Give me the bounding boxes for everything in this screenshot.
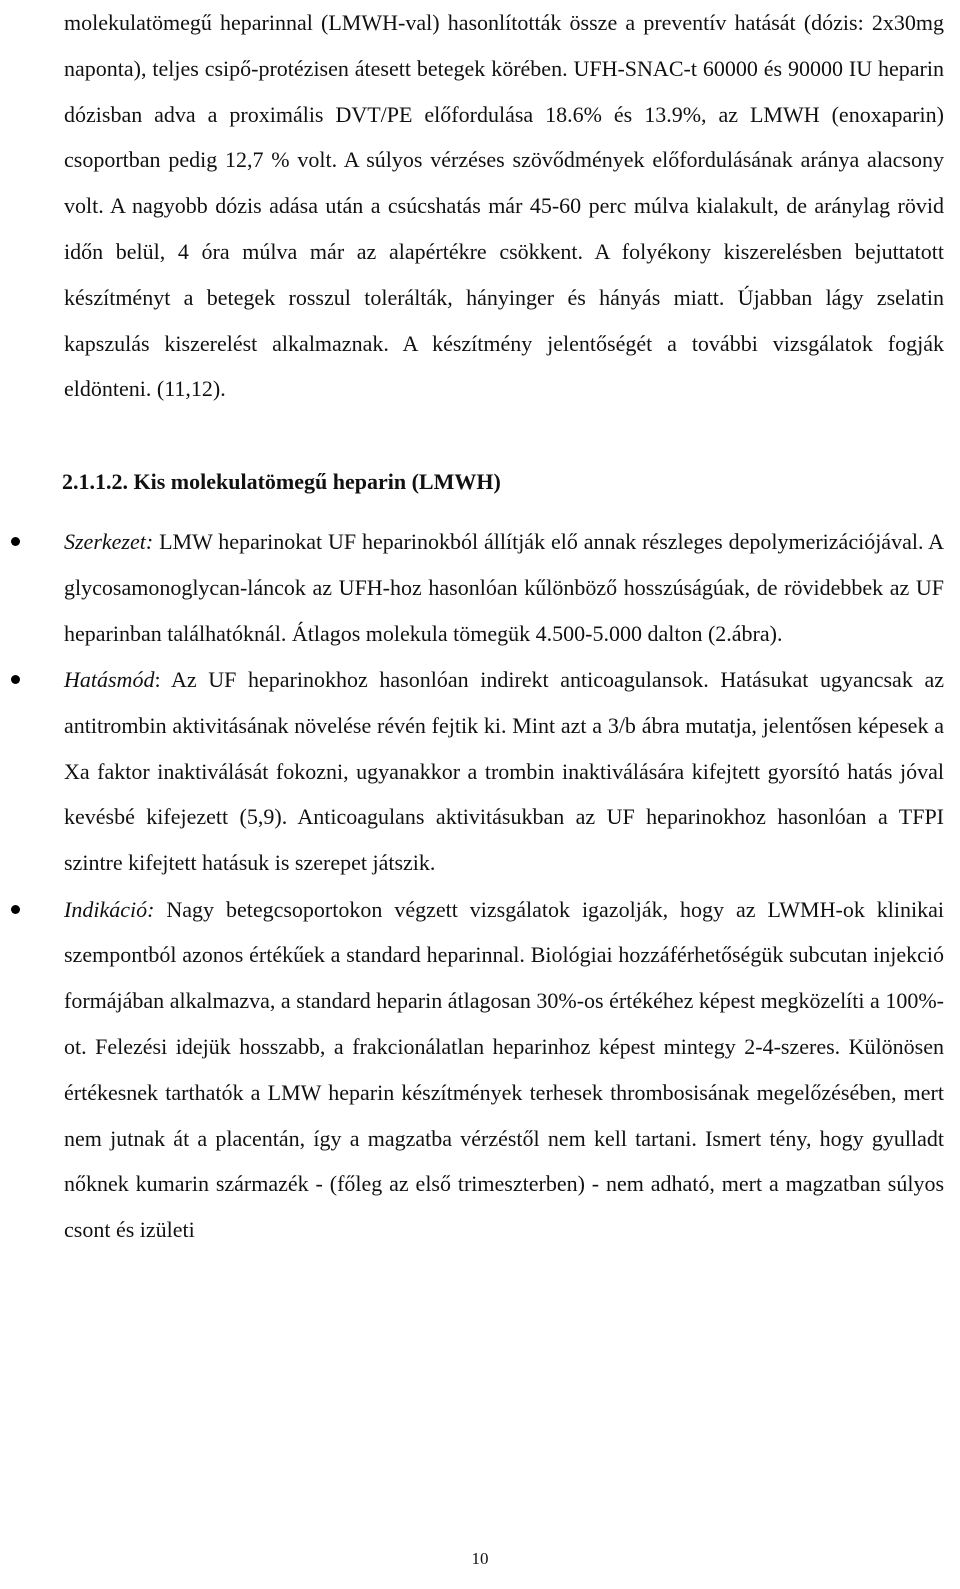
- page-number: 10: [471, 1549, 489, 1568]
- document-page: [64, 0, 944, 1253]
- bullet-dot-icon: [11, 675, 20, 684]
- bullet-dot-icon: [11, 537, 20, 546]
- bullet-item-indikacio: [64, 887, 944, 1253]
- section-heading: 2.1.1.2. Kis molekulatömegű heparin (LMWH): [62, 469, 501, 495]
- bullet-term: Hatásmód: [64, 667, 155, 693]
- bullet-term: Szerkezet:: [64, 529, 154, 555]
- bullet-dot-icon: [11, 905, 20, 914]
- bullet-text: LMW heparinokat UF heparinokból állítják elő annak részleges depolymerizációjával. A glycosamonoglycan-láncok az UFH-hoz hasonlóan kűlönböző hosszúságúak, de rövidebbek az UF heparinban találhatóknál. Átlagos molekula tömegük 4.500-5.000 dalton (2.ábra).: [64, 529, 944, 646]
- bullet-item-hatasmod: [64, 657, 944, 886]
- bullet-term: Indikáció:: [64, 896, 155, 922]
- bullet-text: : Az UF heparinokhoz hasonlóan indirekt anticoagulansok. Hatásukat ugyancsak az antitrombin aktivitásának növelése révén fejtik ki. Mint azt a 3/b ábra mutatja, jelentősen képesek a Xa faktor inaktiválását fokozni, ugyanakkor a trombin inaktiválására kifejtett gyorsító hatás jóval kevésbé kifejezett (5,9). Anticoagulans aktivitásukban az UF heparinokhoz hasonlóan a TFPI szintre kifejtett hatásuk is szerepet játszik.: [64, 667, 944, 876]
- bullet-list: [64, 519, 944, 1253]
- bullet-item-szerkezet: [64, 519, 944, 656]
- bullet-text: Nagy betegcsoportokon végzett vizsgálatok igazolják, hogy az LWMH-ok klinikai szempontból azonos értékűek a standard heparinnal. Biológiai hozzáférhetőségük subcutan injekció formájában alkalmazva, a standard heparin átlagosan 30%-os értékéhez képest megközelíti a 100%-ot. Felezési idejük hosszabb, a frakcionálatlan heparinhoz képest mintegy 2-4-szeres. Különösen értékesnek tarthatók a LMW heparin készítmények terhesek thrombosisának megelőzésében, mert nem jutnak át a placentán, így a magzatba vérzéstől nem kell tartani. Ismert tény, hogy gyulladt nőknek kumarin származék - (főleg az első trimeszterben) - nem adható, mert a magzatban súlyos csont és izületi: [64, 896, 944, 1243]
- intro-paragraph: molekulatömegű heparinnal (LMWH-val) hasonlították össze a preventív hatását (dózis: 2x30mg naponta), teljes csipő-protézisen átesett betegek körében. UFH-SNAC-t 60000 és 90000 IU heparin dózisban adva a proximális DVT/PE előfordulása 18.6% és 13.9%, az LMWH (enoxaparin) csoportban pedig 12,7 % volt. A súlyos vérzéses szövődmények előfordulásának aránya alacsony volt. A nagyobb dózis adása után a csúcshatás már 45-60 perc múlva kialakult, de aránylag rövid időn belül, 4 óra múlva már az alapértékre csökkent. A folyékony kiszerelésben bejuttatott készítményt a betegek rosszul tolerálták, hányinger és hányás miatt. Újabban lágy zselatin kapszulás kiszerelést alkalmaznak. A készítmény jelentőségét a további vizsgálatok fogják eldönteni. (11,12).: [64, 10, 944, 402]
